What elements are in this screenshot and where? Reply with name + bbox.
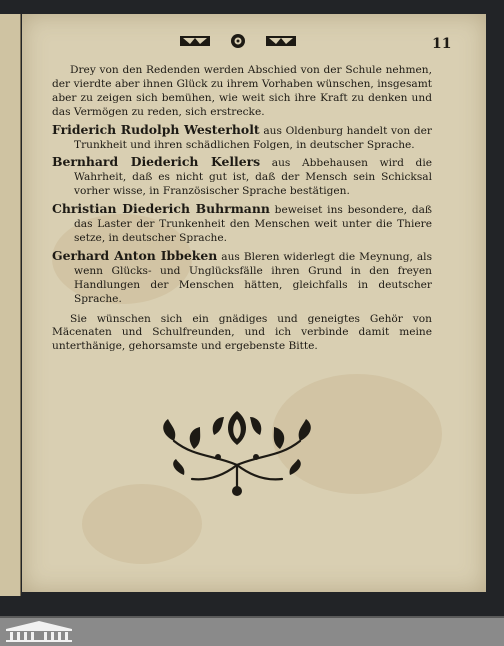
intro-paragraph: Drey von den Redenden werden Abschied von der Schule nehmen, der vierdte aber ihnen Glück zu ihrem Vorhaben wünschen, insgesamt aber zu zeigen sich bemühen, wie weit sich ihre Kraft zu denken und das Vermögen zu reden, sich erstrecke. bbox=[52, 64, 432, 118]
page-text bbox=[52, 64, 432, 357]
footer-divider bbox=[0, 616, 504, 618]
entry-ibbeken bbox=[52, 249, 432, 307]
facing-page-edge bbox=[0, 14, 21, 596]
closing-paragraph: Sie wünschen sich ein gnädiges und geneigtes Gehör von Mäcenaten und Schulfreunden, und ich verbinde damit meine unterthänige, gehorsamste und ergebenste Bitte. bbox=[52, 312, 432, 353]
entry-kellers bbox=[52, 155, 432, 199]
entry-name: Christian Diederich Buhrmann bbox=[52, 201, 270, 217]
printer-ornament-icon bbox=[178, 33, 298, 49]
page-number: 11 bbox=[432, 36, 452, 52]
entry-text: aus Abbehausen wird die Wahrheit, daß es nicht gut ist, daß der Mensch sein Schicksal vorher wisse, in Französischer Sprache bestätigen. bbox=[74, 157, 432, 198]
entry-name: Bernhard Diederich Kellers bbox=[52, 154, 261, 170]
viewer-footer-strip bbox=[0, 616, 504, 646]
entry-text: beweiset ins besondere, daß das Laster der Trunkenheit den Menschen weit unter die Thiere setze, in deutscher Sprache. bbox=[74, 204, 433, 244]
entry-name: Friderich Rudolph Westerholt bbox=[52, 121, 260, 137]
entry-buhrmann bbox=[52, 202, 432, 246]
entry-text: aus Bleren widerlegt die Meynung, als wenn Glücks- und Unglücksfälle ihren Grund in den freyen Handlungen der Menschen hätten, gleichfalls in deutscher Sprache. bbox=[74, 250, 433, 305]
entry-name: Gerhard Anton Ibbeken bbox=[52, 247, 218, 263]
library-building-logo-icon[interactable] bbox=[4, 619, 74, 643]
entry-westerholt bbox=[52, 123, 432, 153]
floral-vignette-icon bbox=[154, 405, 320, 497]
entry-text: aus Oldenburg handelt von der Trunkheit und ihren schädlichen Folgen, in deutscher Sprache. bbox=[74, 124, 432, 151]
